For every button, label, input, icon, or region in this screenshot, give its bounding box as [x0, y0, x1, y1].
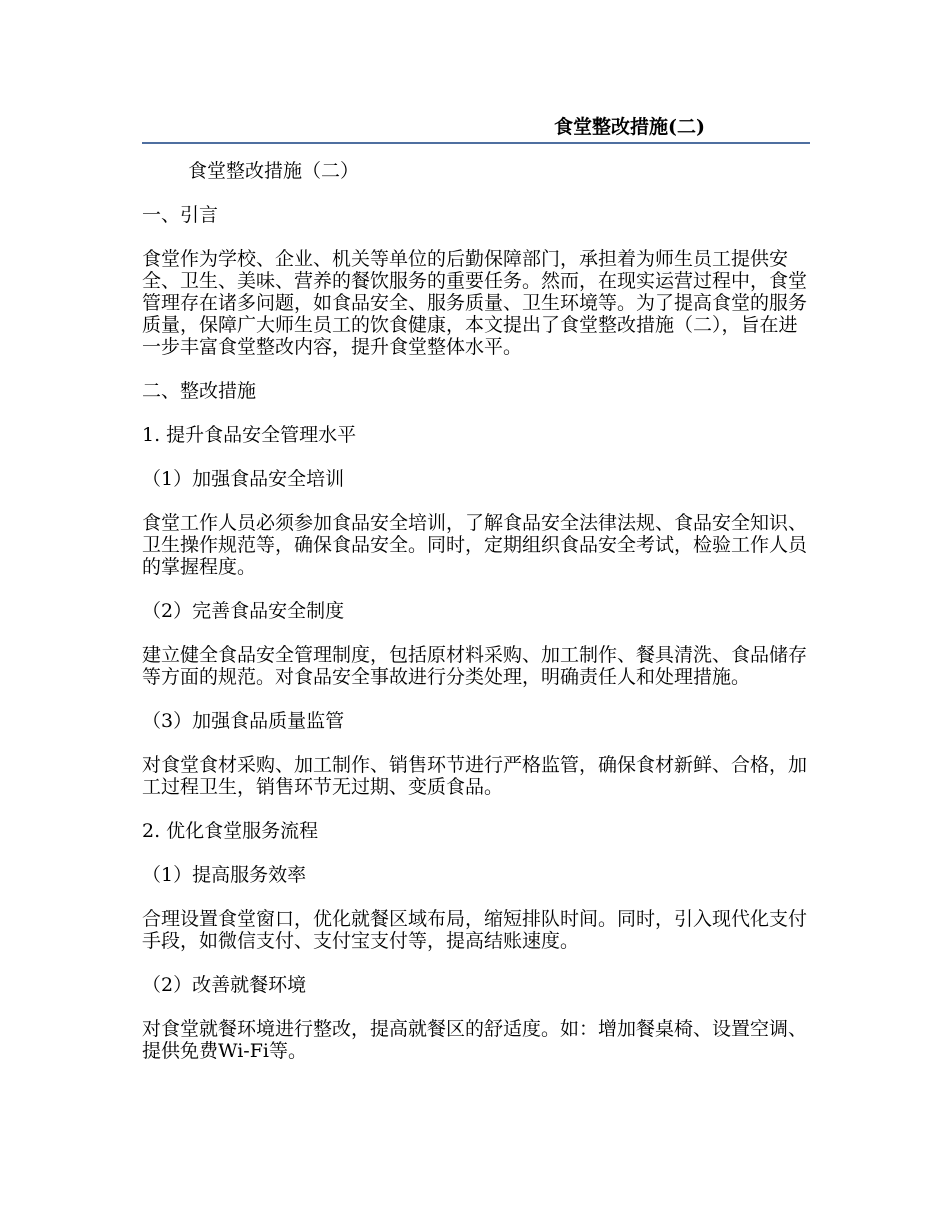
- document-body: [142, 160, 810, 1084]
- paragraph-quality: 对食堂食材采购、加工制作、销售环节进行严格监管，确保食材新鲜、合格，加工过程卫生，销售环节无过期、变质食品。: [142, 754, 808, 798]
- item-heading-quality: （3）加强食品质量监管: [142, 710, 345, 732]
- item-heading-environment: （2）改善就餐环境: [142, 974, 307, 996]
- section-heading-intro: 一、引言: [142, 204, 219, 226]
- subsection-heading-food-safety: 1. 提升食品安全管理水平: [142, 424, 357, 446]
- paragraph-system: 建立健全食品安全管理制度，包括原材料采购、加工制作、餐具清洗、食品储存等方面的规范。对食品安全事故进行分类处理，明确责任人和处理措施。: [142, 644, 808, 688]
- paragraph-training: 食堂工作人员必须参加食品安全培训，了解食品安全法律法规、食品安全知识、卫生操作规范等，确保食品安全。同时，定期组织食品安全考试，检验工作人员的掌握程度。: [142, 512, 808, 578]
- page-header: [142, 112, 810, 144]
- document-title: 食堂整改措施（二）: [188, 160, 360, 182]
- item-heading-training: （1）加强食品安全培训: [142, 468, 345, 490]
- item-heading-efficiency: （1）提高服务效率: [142, 864, 307, 886]
- subsection-heading-service: 2. 优化食堂服务流程: [142, 820, 319, 842]
- paragraph-intro: 食堂作为学校、企业、机关等单位的后勤保障部门，承担着为师生员工提供安全、卫生、美味、营养的餐饮服务的重要任务。然而，在现实运营过程中，食堂管理存在诸多问题，如食品安全、服务质量、卫生环境等。为了提高食堂的服务质量，保障广大师生员工的饮食健康，本文提出了食堂整改措施（二），旨在进一步丰富食堂整改内容，提升食堂整体水平。: [142, 248, 808, 358]
- item-heading-system: （2）完善食品安全制度: [142, 600, 345, 622]
- paragraph-environment: 对食堂就餐环境进行整改，提高就餐区的舒适度。如：增加餐桌椅、设置空调、提供免费Wi-Fi等。: [142, 1018, 808, 1062]
- paragraph-efficiency: 合理设置食堂窗口，优化就餐区域布局，缩短排队时间。同时，引入现代化支付手段，如微信支付、支付宝支付等，提高结账速度。: [142, 908, 808, 952]
- header-title: 食堂整改措施(二): [554, 116, 705, 138]
- section-heading-measures: 二、整改措施: [142, 380, 257, 402]
